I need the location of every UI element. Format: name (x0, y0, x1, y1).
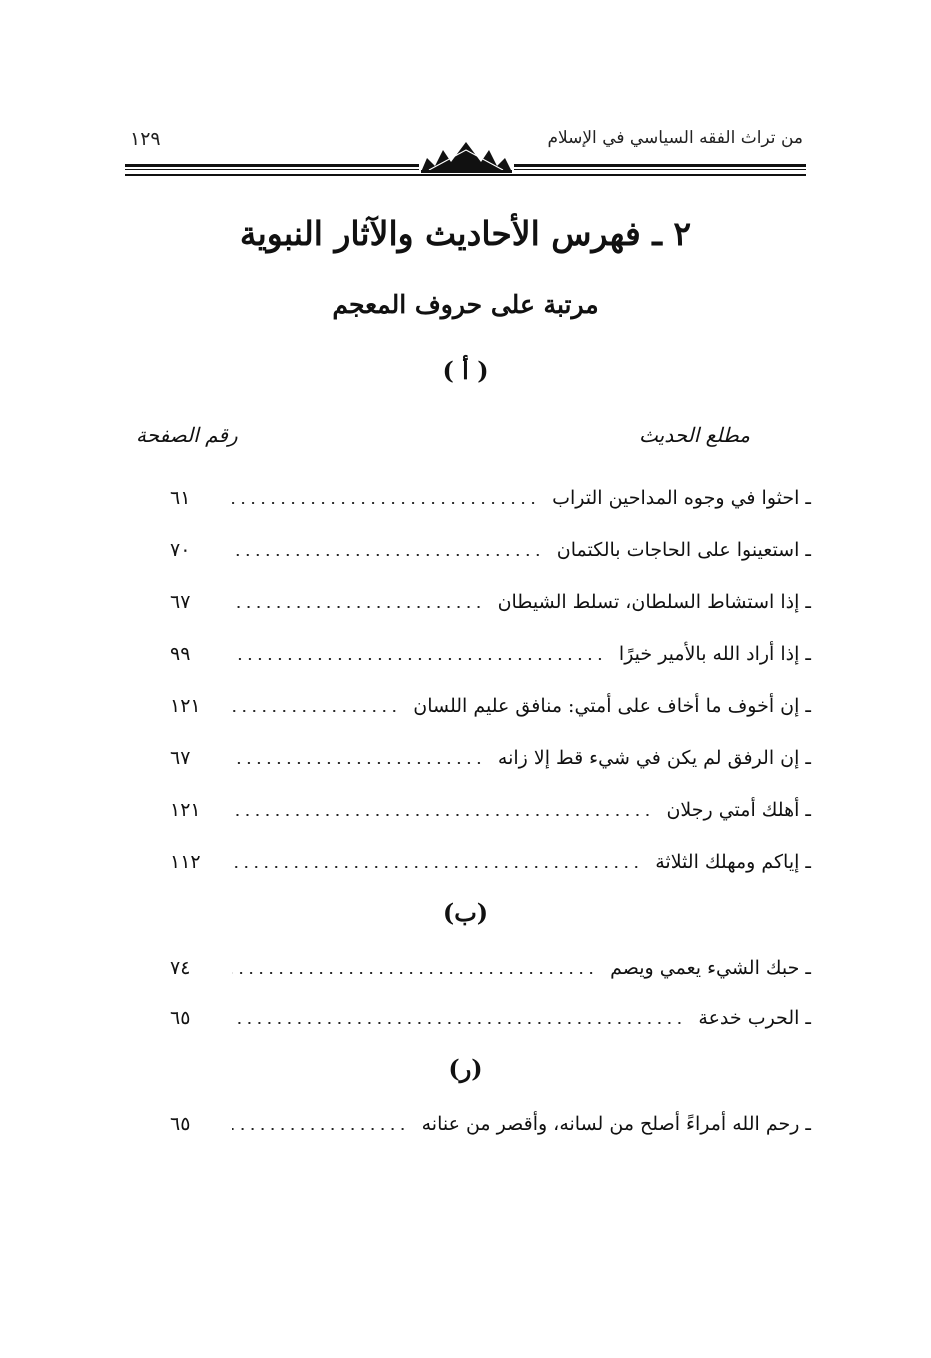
column-header-page: رقم الصفحة (136, 423, 238, 447)
leader-dots (232, 814, 652, 816)
page-number: ١٢٩ (130, 128, 161, 150)
leader-dots (232, 710, 399, 712)
index-entry (170, 740, 811, 776)
entry-page: ١١٢ (170, 851, 201, 873)
entry-text: ـ إذا استشاط السلطان، تسلط الشيطان (497, 591, 811, 613)
entry-page: ١٢١ (170, 695, 201, 717)
index-entry (170, 480, 811, 516)
entry-page: ٧٠ (170, 539, 191, 561)
entry-text: ـ حبك الشيء يعمي ويصم (610, 957, 811, 979)
index-entry (170, 950, 811, 986)
index-subtitle: مرتبة على حروف المعجم (332, 290, 599, 319)
entry-text: ـ إن أخوف ما أخاف على أمتي: منافق عليم اللسان (413, 695, 811, 717)
index-entry (170, 584, 811, 620)
index-entry (170, 532, 811, 568)
index-entry (170, 688, 811, 724)
rule-bottom-line (125, 174, 806, 176)
entry-page: ٦٧ (170, 591, 191, 613)
leader-dots (232, 1022, 684, 1024)
section-letter-heading: (ر) (448, 1054, 483, 1083)
index-entry (170, 844, 811, 880)
leader-dots (232, 972, 596, 974)
index-entry (170, 636, 811, 672)
leader-dots (232, 866, 641, 868)
column-header-hadith: مطلع الحديث (638, 423, 750, 447)
entry-text: ـ رحم الله أمراءً أصلح من لسانه، وأقصر من عنانه (421, 1113, 811, 1135)
entry-page: ٦٥ (170, 1113, 191, 1135)
entry-page: ٦٧ (170, 747, 191, 769)
entry-page: ٧٤ (170, 957, 191, 979)
header-ornament-rule (125, 150, 806, 180)
leader-dots (232, 554, 543, 556)
section-letter-heading: (ب) (442, 898, 489, 927)
index-entry (170, 1106, 811, 1142)
entry-text: ـ أهلك أمتي رجلان (666, 799, 811, 821)
leader-dots (232, 762, 484, 764)
leader-dots (232, 1128, 408, 1130)
entry-text: ـ إن الرفق لم يكن في شيء قط إلا زانه (497, 747, 811, 769)
leader-dots (232, 502, 538, 504)
section-letter-heading: ( أ ) (442, 356, 489, 385)
running-header-title: من تراث الفقه السياسي في الإسلام (547, 128, 803, 148)
index-entry (170, 792, 811, 828)
crown-ornament-icon (419, 136, 514, 174)
entry-text: ـ إياكم ومهلك الثلاثة (655, 851, 811, 873)
entry-text: ـ إذا أراد الله بالأمير خيرًا (618, 643, 811, 665)
entry-page: ٩٩ (170, 643, 191, 665)
entry-page: ١٢١ (170, 799, 201, 821)
index-title: ٢ ـ فهرس الأحاديث والآثار النبوية (239, 214, 692, 253)
entry-text: ـ استعينوا على الحاجات بالكتمان (556, 539, 811, 561)
entry-page: ٦٥ (170, 1007, 191, 1029)
entry-text: ـ الحرب خدعة (698, 1007, 811, 1029)
entry-page: ٦١ (170, 487, 191, 509)
entry-text: ـ احثوا في وجوه المداحين التراب (552, 487, 811, 509)
index-entry (170, 1000, 811, 1036)
leader-dots (232, 606, 484, 608)
leader-dots (232, 658, 605, 660)
